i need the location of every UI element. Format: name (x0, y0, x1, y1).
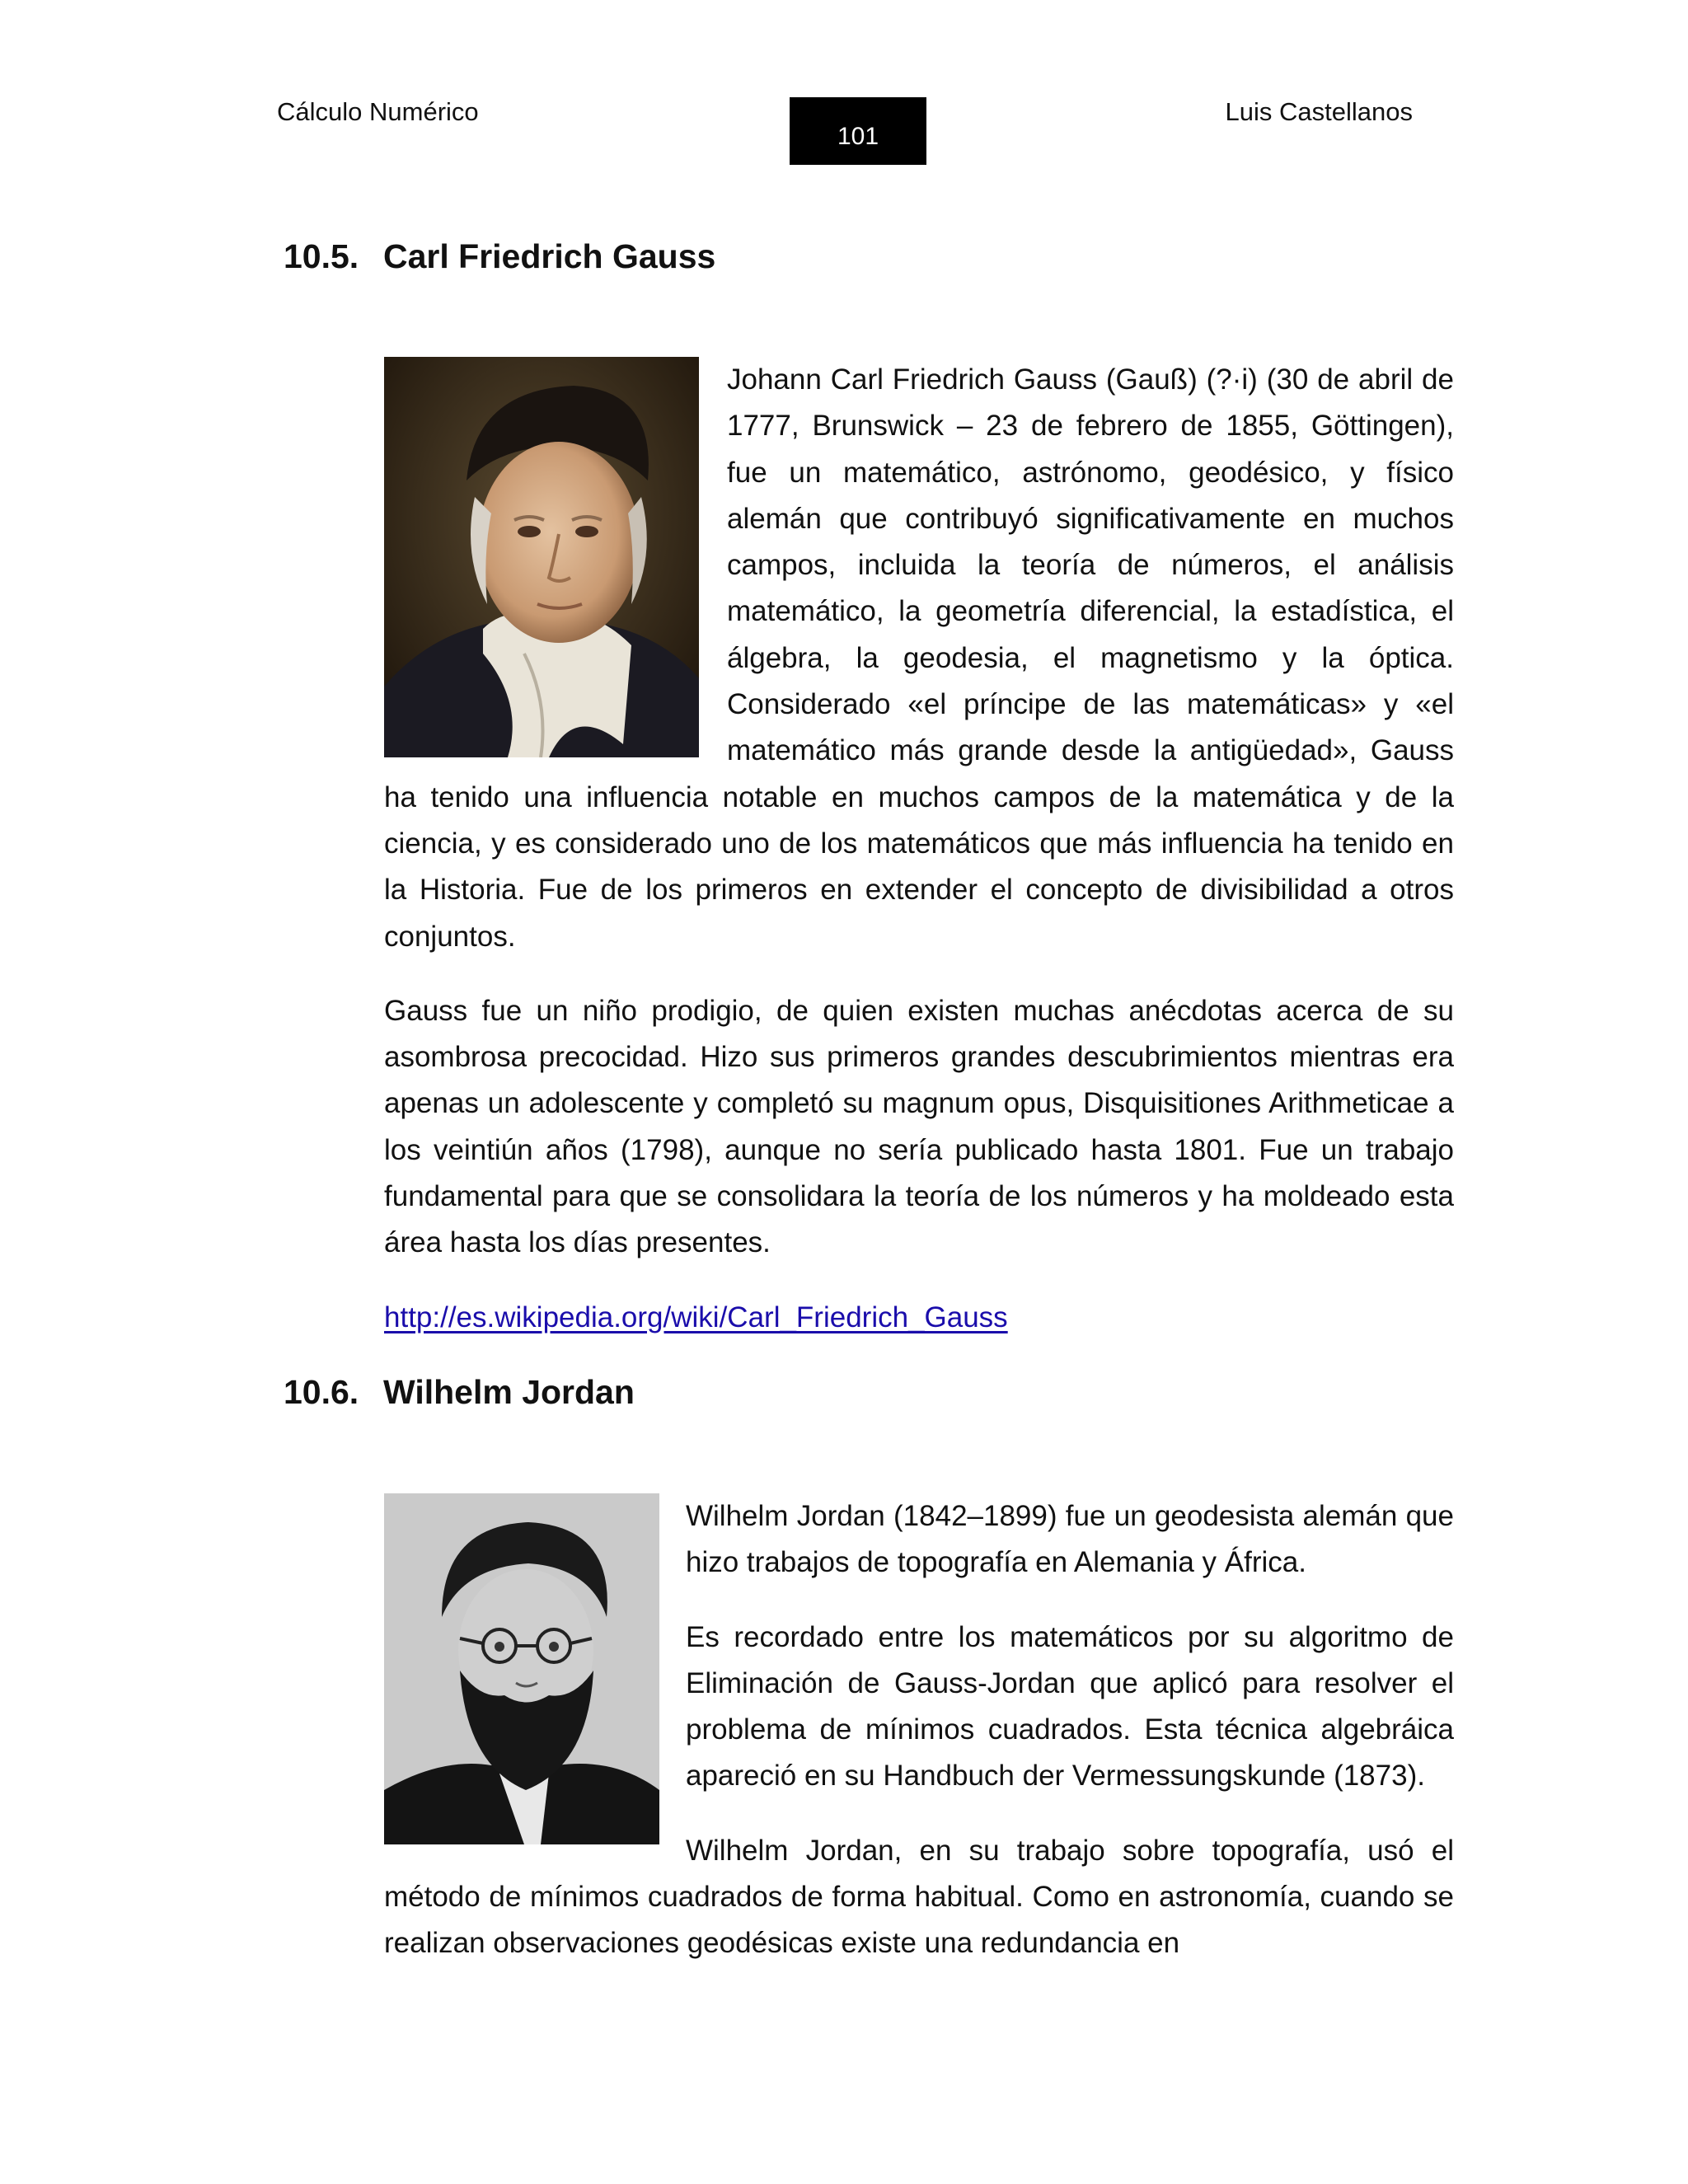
section-body-jordan (384, 1493, 1454, 1995)
section-title: Wilhelm Jordan (383, 1373, 635, 1411)
wikipedia-link[interactable]: http://es.wikipedia.org/wiki/Carl_Friedrich_Gauss (384, 1301, 1008, 1333)
jordan-paragraph-2: Es recordado entre los matemáticos por su algoritmo de Eliminación de Gauss-Jordan que aplicó para resolver el problema de mínimos cuadrados. Esta técnica algebráica apareció en su Handbuch der Vermessungskunde (1873). (686, 1620, 1454, 1793)
gauss-link-line (384, 1295, 1454, 1341)
jordan-portrait-image (384, 1493, 659, 1844)
jordan-paragraph-3: Wilhelm Jordan, en su trabajo sobre topografía, usó el método de mínimos cuadrados de forma habitual. Como en astronomía, cuando se realizan observaciones geodésicas existe una redundancia en (384, 1834, 1454, 1960)
header-author: Luis Castellanos (1225, 97, 1413, 126)
section-title: Carl Friedrich Gauss (383, 237, 716, 275)
gauss-paragraph-1: Johann Carl Friedrich Gauss (Gauß) (?·i) (30 de abril de 1777, Brunswick – 23 de febrero de 1855, Göttingen), fue un matemático, astrónomo, geodésico, y físico alemán que contribuyó significativamente en muchos campos, incluida la teoría de números, el análisis matemático, la geometría diferencial, la estadística, el álgebra, la geodesia, el magnetismo y la óptica. Considerado «el príncipe de las matemáticas» y «el matemático más grande desde la antigüedad», Gauss ha tenido una influencia notable en muchos campos de la matemática y de la ciencia, y es considerado uno de los matemáticos que más influencia ha tenido en la Historia. Fue de los primeros en extender el concepto de divisibilidad a otros conjuntos. (384, 363, 1454, 953)
section-heading-jordan (284, 1373, 635, 1412)
section-heading-gauss (284, 237, 715, 276)
gauss-paragraph-2: Gauss fue un niño prodigio, de quien existen muchas anécdotas acerca de su asombrosa precocidad. Hizo sus primeros grandes descubrimientos mientras era apenas un adolescente y completó su magnum opus, Disquisitiones Arithmeticae a los veintiún años (1798), aunque no sería publicado hasta 1801. Fue un trabajo fundamental para que se consolidara la teoría de los números y ha moldeado esta área hasta los días presentes. (384, 994, 1454, 1259)
section-number: 10.6. (284, 1373, 359, 1411)
gauss-portrait-image (384, 357, 699, 757)
page-number-box (790, 97, 926, 165)
section-number: 10.5. (284, 237, 359, 275)
header-book-title: Cálculo Numérico (277, 97, 479, 126)
jordan-paragraph-1: Wilhelm Jordan (1842–1899) fue un geodesista alemán que hizo trabajos de topografía en Alemania y África. (686, 1500, 1454, 1579)
section-body-gauss (384, 357, 1454, 1369)
page-number: 101 (837, 123, 879, 150)
